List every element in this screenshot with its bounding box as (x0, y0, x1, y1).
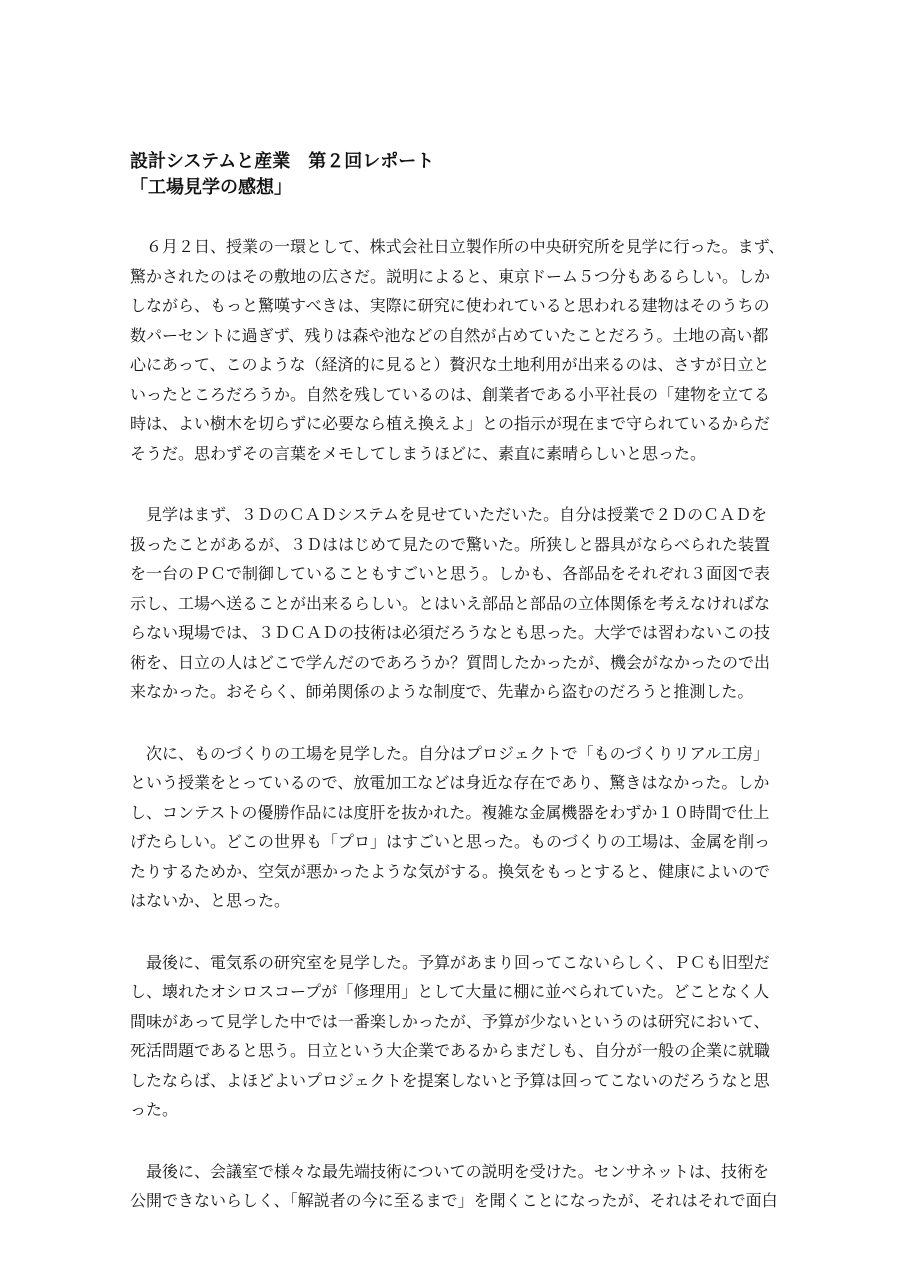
report-subtitle: 「工場見学の感想」 (130, 177, 292, 198)
text-line: を一台のＰＣで制御していることもすごいと思う。しかも、各部品をそれぞれ３面図で表 (130, 564, 771, 583)
text-line: 数パーセントに過ぎず、残りは森や池などの自然が占めていたことだろう。土地の高い都 (130, 325, 769, 345)
text-line: った。 (130, 1100, 179, 1119)
paragraph (130, 500, 776, 707)
text-line: し、コンテストの優勝作品には度肝を抜かれた。複雑な金属機器をわずか１０時間で仕上 (130, 802, 770, 822)
text-line: ６月２日、授業の一環として、株式会社日立製作所の中央研究所を見学に行った。まず、 (130, 237, 785, 256)
paragraph (130, 1157, 776, 1216)
text-line: らない現場では、３ＤＣＡＤの技術は必須だろうなとも思った。大学では習わないこの技 (130, 623, 771, 642)
paragraph (130, 739, 776, 916)
text-line: 時は、よい樹木を切らずに必要なら植え換えよ」との指示が現在まで守られているからだ (130, 414, 771, 433)
text-line: 死活問題であると思う。日立という大企業であるからまだしも、自分が一般の企業に就職 (130, 1041, 771, 1060)
text-line: 最後に、電気系の研究室を見学した。予算があまり回ってこないらしく、ＰＣも旧型だ (130, 952, 770, 972)
text-line: げたらしい。どこの世界も「プロ」はすごいと思った。ものづくりの工場は、金属を削っ (130, 832, 771, 851)
text-line: はないか、と思った。 (130, 891, 291, 910)
text-line: 示し、工場へ送ることが出来るらしい。とはいえ部品と部品の立体関係を考えなければな (130, 593, 771, 613)
text-line: 次に、ものづくりの工場を見学した。自分はプロジェクトで「ものづくりリアル工房」 (130, 743, 770, 763)
title-block (130, 149, 790, 201)
text-line: 扱ったことがあるが、３Ｄははじめて見たので驚いた。所狭しと器具がならべられた装置 (130, 534, 771, 554)
text-line: たりするためか、空気が悪かったような気がする。換気をもっとすると、健康によいので (130, 861, 771, 881)
text-line: という授業をとっているので、放電加工などは身近な存在であり、驚きはなかった。しか (130, 773, 770, 792)
text-line: 公開できないらしく、「解説者の今に至るまで」を聞くことになったが、それはそれで面白 (130, 1191, 778, 1210)
text-line: 間味があって見学した中では一番楽しかったが、予算が少ないというのは研究において、 (130, 1011, 770, 1031)
text-line: 最後に、会議室で様々な最先端技術についての説明を受けた。センサネットは、技術を (130, 1161, 770, 1181)
report-title: 設計システムと産業 第２回レポート (130, 151, 435, 172)
report-body (130, 232, 785, 1248)
text-line: 心にあって、このような（経済的に見ると）贅沢な土地利用が出来るのは、さすが日立と (130, 355, 770, 374)
paragraph (130, 232, 785, 468)
text-line: 術を、日立の人はどこで学んだのであろうか？質問したかったが、機会がなかったので出 (130, 652, 771, 672)
text-line: しながら、もっと驚嘆すべきは、実際に研究に使われていると思われる建物はそのうちの (130, 296, 770, 315)
paragraph (130, 948, 776, 1125)
text-line: 見学はまず、３ＤのＣＡＤシステムを見せていただいた。自分は授業で２ＤのＣＡＤを (130, 505, 768, 524)
text-line: いったところだろうか。自然を残しているのは、創業者である小平社長の「建物を立てる (130, 384, 771, 404)
text-line: そうだ。思わずその言葉をメモしてしまうほどに、素直に素晴らしいと思った。 (130, 443, 707, 463)
text-line: し、壊れたオシロスコープが「修理用」として大量に棚に並べられていた。どことなく人 (130, 982, 770, 1001)
text-line: 来なかった。おそらく、師弟関係のような制度で、先輩から盗むのだろうと推測した。 (130, 682, 754, 701)
text-line: したならば、よほどよいプロジェクトを提案しないと予算は回ってこないのだろうなと思 (130, 1070, 770, 1090)
text-line: 驚かされたのはその敷地の広さだ。説明によると、東京ドーム５つ分もあるらしい。しか (130, 266, 771, 286)
